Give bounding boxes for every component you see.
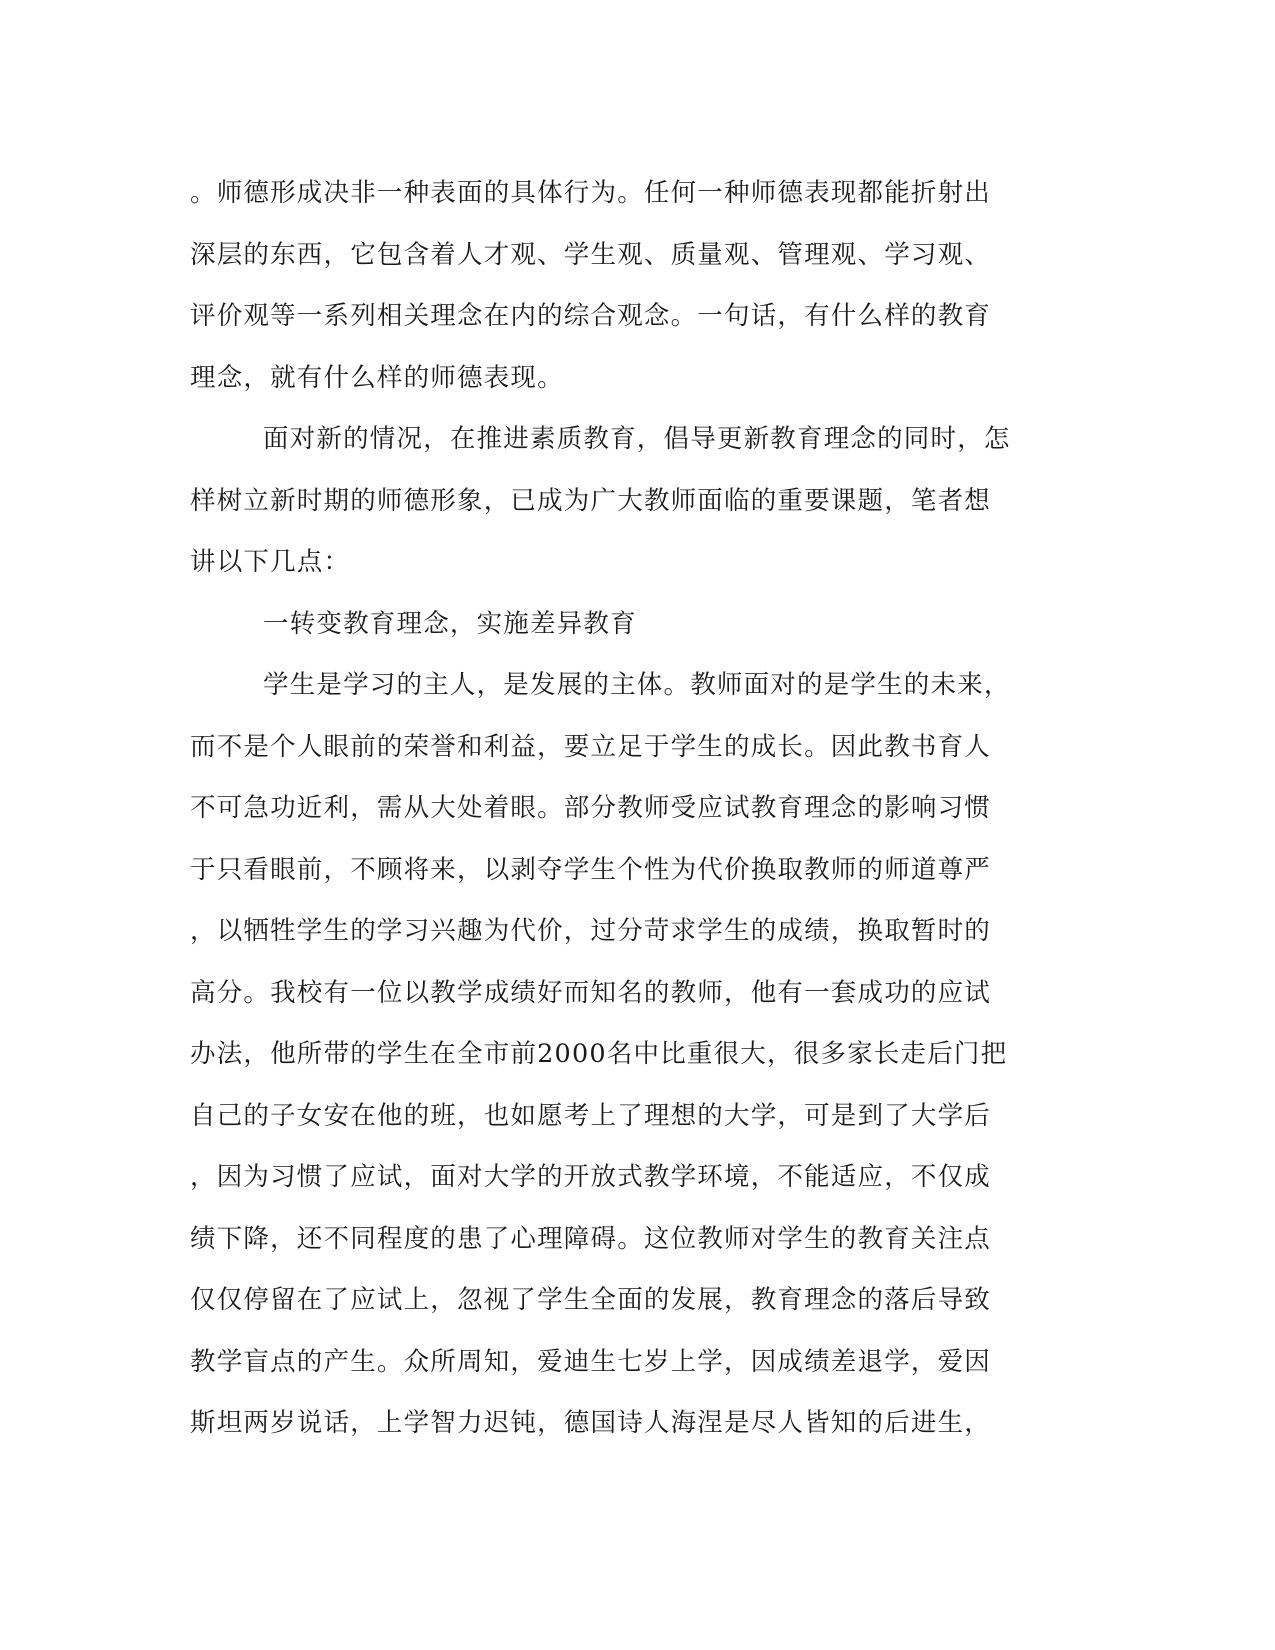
text-line: 而不是个人眼前的荣誉和利益，要立足于学生的成长。因此教书育人 — [190, 731, 992, 762]
text-line: 办法，他所带的学生在全市前2000名中比重很大，很多家长走后门把 — [190, 1039, 1008, 1069]
text-line: 理念，就有什么样的师德表现。 — [190, 362, 564, 393]
text-line: 样树立新时期的师德形象，已成为广大教师面临的重要课题，笔者想 — [190, 485, 992, 516]
text-line: 讲以下几点： — [190, 547, 351, 577]
text-line: ，因为习惯了应试，面对大学的开放式教学环境，不能适应，不仅成 — [190, 1162, 992, 1192]
text-line: 于只看眼前，不顾将来，以剥夺学生个性为代价换取教师的师道尊严 — [190, 854, 992, 885]
text-line: 斯坦两岁说话，上学智力迟钝，德国诗人海涅是尽人皆知的后进生， — [190, 1408, 992, 1438]
text-line: 不可急功近利，需从大处着眼。部分教师受应试教育理念的影响习惯 — [190, 793, 992, 823]
text-line: 。师德形成决非一种表面的具体行为。任何一种师德表现都能折射出 — [190, 178, 992, 208]
text-line: 教学盲点的产生。众所周知，爱迪生七岁上学，因成绩差退学，爱因 — [190, 1346, 992, 1377]
text-line: 高分。我校有一位以教学成绩好而知名的教师，他有一套成功的应试 — [190, 977, 992, 1008]
text-line: 评价观等一系列相关理念在内的综合观念。一句话，有什么样的教育 — [190, 301, 992, 331]
text-line: 深层的东西，它包含着人才观、学生观、质量观、管理观、学习观、 — [190, 239, 992, 270]
text-line: 自己的子女安在他的班，也如愿考上了理想的大学，可是到了大学后 — [190, 1100, 992, 1131]
text-line: 绩下降，还不同程度的患了心理障碍。这位教师对学生的教育关注点 — [190, 1223, 992, 1254]
paragraph-first-line: 面对新的情况，在推进素质教育，倡导更新教育理念的同时，怎 — [263, 424, 1011, 454]
paragraph-first-line: 学生是学习的主人，是发展的主体。教师面对的是学生的未来， — [263, 670, 1011, 700]
text-line: ，以牺牲学生的学习兴趣为代价，过分苛求学生的成绩，换取暂时的 — [190, 916, 992, 946]
section-heading: 一转变教育理念，实施差异教育 — [263, 608, 637, 639]
text-line: 仅仅停留在了应试上，忽视了学生全面的发展，教育理念的落后导致 — [190, 1285, 992, 1315]
document-body — [190, 163, 1070, 1455]
